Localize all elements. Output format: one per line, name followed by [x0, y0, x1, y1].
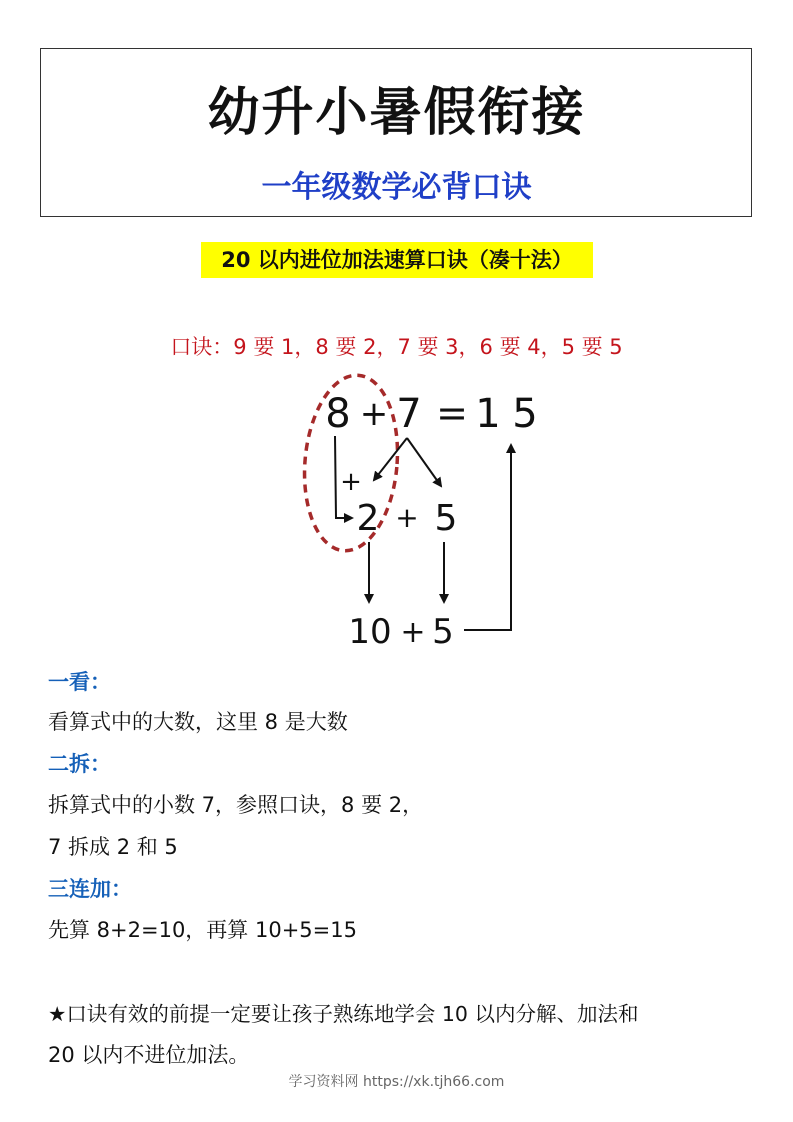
step-2-text-line-1: 拆算式中的小数 7，参照口诀，8 要 2，: [48, 793, 424, 817]
step-2-heading: 二拆：: [48, 752, 111, 776]
step-1-text: 看算式中的大数，这里 8 是大数: [48, 710, 348, 734]
sum-10: 10: [348, 612, 392, 652]
result-ones: 5: [512, 391, 538, 437]
split-plus: +: [395, 501, 419, 534]
make-ten-diagram: [280, 370, 580, 655]
equation-plus: +: [359, 394, 389, 434]
mnemonic-text: 口诀：9 要 1，8 要 2，7 要 3，6 要 4，5 要 5: [170, 335, 623, 359]
step-3-heading: 三连加：: [48, 877, 132, 901]
operand-7: 7: [396, 391, 422, 437]
sum-5: 5: [432, 612, 454, 652]
equation-equals: =: [436, 391, 468, 435]
step-1-heading: 一看：: [48, 670, 111, 694]
small-plus: +: [340, 467, 362, 497]
footer-source: 学习资料网 https://xk.tjh66.com: [288, 1074, 505, 1090]
step-2-text-line-2: 7 拆成 2 和 5: [48, 835, 178, 859]
result-tens: 1: [475, 391, 501, 437]
split-2: 2: [356, 498, 380, 539]
arrow-7-to-2: [374, 438, 407, 480]
page-title: 幼升小暑假衔接: [207, 82, 586, 143]
topic-heading: 20 以内进位加法速算口诀（凑十法）: [201, 242, 593, 278]
step-3-text: 先算 8+2=10，再算 10+5=15: [48, 918, 357, 942]
operand-8: 8: [325, 391, 351, 437]
sum-plus: +: [400, 615, 426, 650]
note-line-2: 20 以内不进位加法。: [48, 1043, 250, 1067]
note-line-1: ★口诀有效的前提一定要让孩子熟练地学会 10 以内分解、加法和: [48, 1002, 639, 1026]
split-5: 5: [434, 498, 458, 539]
arrow-to-result: [464, 445, 511, 630]
arrow-7-to-5: [407, 438, 441, 486]
page-subtitle: 一年级数学必背口诀: [261, 170, 532, 205]
